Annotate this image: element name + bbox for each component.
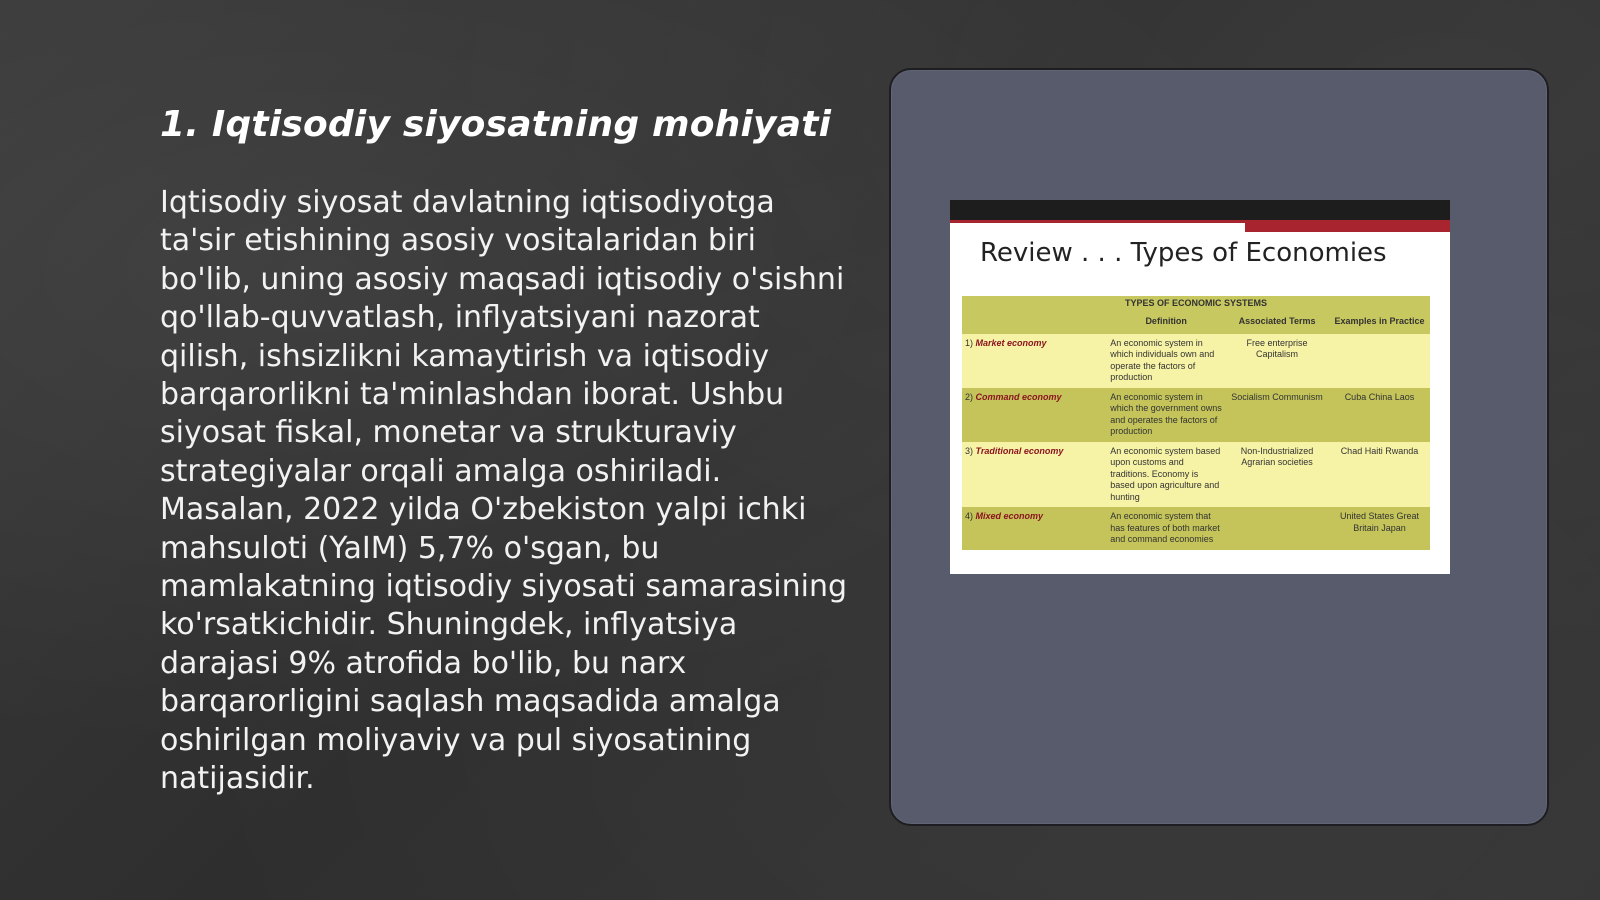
- economy-name: Market economy: [975, 337, 1047, 348]
- terms-cell: Socialism Communism: [1225, 388, 1329, 442]
- row-number: 3): [965, 445, 974, 456]
- row-number: 2): [965, 391, 974, 402]
- slide-title: 1. Iqtisodiy siyosatning mohiyati: [160, 104, 832, 145]
- row-number: 1): [965, 337, 974, 348]
- table-caption: TYPES OF ECONOMIC SYSTEMS: [962, 296, 1430, 312]
- economy-name: Mixed economy: [975, 511, 1044, 521]
- economy-name-cell: [962, 442, 1107, 508]
- examples-cell: Cuba China Laos: [1329, 388, 1430, 442]
- embedded-slide-image: [950, 200, 1450, 574]
- definition-cell: An economic system based upon customs and traditions. Economy is based upon agriculture and hunting: [1107, 442, 1225, 508]
- terms-cell: Non-Industrialized Agrarian societies: [1225, 442, 1329, 508]
- economic-systems-table: [962, 296, 1430, 550]
- embedded-slide-title: Review . . . Types of Economies: [980, 238, 1387, 268]
- terms-cell: Free enterprise Capitalism: [1225, 334, 1329, 388]
- table-row: [962, 507, 1430, 550]
- table-header-row: [962, 312, 1430, 334]
- table-row: [962, 334, 1430, 388]
- table-caption-row: [962, 296, 1430, 312]
- table-header-cell: [962, 312, 1107, 334]
- examples-cell: United States Great Britain Japan: [1329, 507, 1430, 550]
- economy-name-cell: [962, 334, 1107, 388]
- economy-name-cell: [962, 388, 1107, 442]
- table-row: [962, 388, 1430, 442]
- terms-cell: [1225, 507, 1329, 550]
- table-row: [962, 442, 1430, 508]
- economy-name-cell: [962, 507, 1107, 550]
- embedded-top-bar: [950, 200, 1450, 220]
- definition-cell: An economic system in which the government owns and operates the factors of production: [1107, 388, 1225, 442]
- examples-cell: [1329, 334, 1430, 388]
- row-number: 4): [965, 511, 974, 521]
- table-header-cell: Examples in Practice: [1329, 312, 1430, 334]
- slide-body-text: Iqtisodiy siyosat davlatning iqtisodiyotga ta'sir etishining asosiy vositalaridan biri bo'lib, uning asosiy maqsadi iqtisodiy o'sishni qo'llab-quvvatlash, inflyatsiyani nazorat qilish, ishsizlikni kamaytirish va iqtisodiy barqarorlikni ta'minlashdan iborat. Ushbu siyosat fiskal, monetar va strukturaviy strategiyalar orqali amalga oshiriladi. Masalan, 2022 yilda O'zbekiston yalpi ichki mahsuloti (YaIM) 5,7% o'sgan, bu mamlakatning iqtisodiy siyosati samarasining ko'rsatkichidir. Shuningdek, inflyatsiya darajasi 9% atrofida bo'lib, bu narx barqarorligini saqlash maqsadida amalga oshirilgan moliyaviy va pul siyosatining natijasidir.: [160, 185, 848, 797]
- economy-name: Command economy: [975, 391, 1062, 402]
- examples-cell: Chad Haiti Rwanda: [1329, 442, 1430, 508]
- table-header-cell: Definition: [1107, 312, 1225, 334]
- table-header-cell: Associated Terms: [1225, 312, 1329, 334]
- embedded-red-bar: [1245, 220, 1450, 232]
- embedded-red-line: [950, 220, 1245, 223]
- definition-cell: An economic system that has features of both market and command economies: [1107, 507, 1225, 550]
- economy-name: Traditional economy: [975, 445, 1064, 456]
- definition-cell: An economic system in which individuals own and operate the factors of production: [1107, 334, 1225, 388]
